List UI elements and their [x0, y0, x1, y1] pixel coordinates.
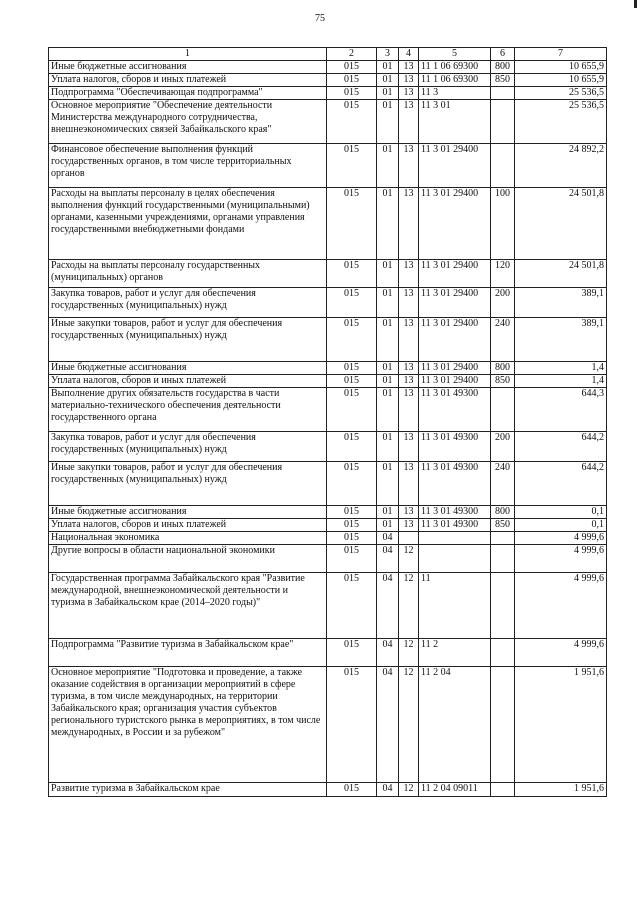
row-name: Расходы на выплаты персоналу в целях обеспечения выполнения функций государственными (муниципальными) органами, казенными учреждениями, органами управления государственными внебюджетными фондами — [49, 188, 327, 260]
row-csr-code: 11 3 01 49300 — [419, 432, 491, 462]
row-rz-code: 01 — [377, 519, 399, 532]
row-rz-code: 01 — [377, 388, 399, 432]
row-gr-code: 015 — [327, 318, 377, 362]
row-vr-code: 800 — [491, 61, 515, 74]
row-gr-code: 015 — [327, 532, 377, 545]
row-rz-code: 01 — [377, 260, 399, 288]
table-row — [49, 519, 607, 532]
row-name: Закупка товаров, работ и услуг для обеспечения государственных (муниципальных) нужд — [49, 288, 327, 318]
table-row — [49, 260, 607, 288]
table-row — [49, 532, 607, 545]
row-rz-code: 01 — [377, 87, 399, 100]
row-gr-code: 015 — [327, 573, 377, 639]
row-pr-code: 13 — [399, 61, 419, 74]
row-vr-code — [491, 667, 515, 783]
row-name: Расходы на выплаты персоналу государственных (муниципальных) органов — [49, 260, 327, 288]
row-rz-code: 01 — [377, 375, 399, 388]
row-csr-code: 11 3 01 29400 — [419, 375, 491, 388]
row-pr-code: 12 — [399, 545, 419, 573]
table-row — [49, 667, 607, 783]
row-vr-code — [491, 783, 515, 797]
row-rz-code: 04 — [377, 545, 399, 573]
row-gr-code: 015 — [327, 783, 377, 797]
table-row — [49, 545, 607, 573]
row-csr-code: 11 3 01 29400 — [419, 318, 491, 362]
row-rz-code: 01 — [377, 100, 399, 144]
row-vr-code — [491, 573, 515, 639]
row-rz-code: 04 — [377, 573, 399, 639]
row-sum: 1,4 — [515, 362, 607, 375]
page-number: 75 — [315, 13, 325, 24]
row-gr-code: 015 — [327, 388, 377, 432]
row-csr-code: 11 3 01 29400 — [419, 260, 491, 288]
row-name: Развитие туризма в Забайкальском крае — [49, 783, 327, 797]
row-sum: 25 536,5 — [515, 87, 607, 100]
row-vr-code: 800 — [491, 506, 515, 519]
row-csr-code: 11 2 04 09011 — [419, 783, 491, 797]
row-sum: 644,2 — [515, 432, 607, 462]
row-pr-code: 12 — [399, 783, 419, 797]
row-sum: 389,1 — [515, 318, 607, 362]
table-row — [49, 783, 607, 797]
row-name: Иные бюджетные ассигнования — [49, 61, 327, 74]
row-csr-code: 11 3 01 29400 — [419, 362, 491, 375]
row-gr-code: 015 — [327, 667, 377, 783]
row-csr-code — [419, 532, 491, 545]
row-rz-code: 04 — [377, 783, 399, 797]
row-sum: 1,4 — [515, 375, 607, 388]
row-sum: 4 999,6 — [515, 639, 607, 667]
row-vr-code: 850 — [491, 74, 515, 87]
row-gr-code: 015 — [327, 362, 377, 375]
row-vr-code — [491, 532, 515, 545]
row-rz-code: 01 — [377, 144, 399, 188]
row-vr-code — [491, 388, 515, 432]
page-edge-mark — [634, 0, 637, 8]
row-csr-code: 11 1 06 69300 — [419, 74, 491, 87]
row-sum: 4 999,6 — [515, 532, 607, 545]
table-row — [49, 144, 607, 188]
row-pr-code: 12 — [399, 639, 419, 667]
table-row — [49, 288, 607, 318]
header-col-7: 7 — [515, 48, 607, 61]
row-rz-code: 04 — [377, 639, 399, 667]
row-pr-code — [399, 532, 419, 545]
row-csr-code: 11 3 01 29400 — [419, 144, 491, 188]
row-sum: 10 655,9 — [515, 74, 607, 87]
row-gr-code: 015 — [327, 188, 377, 260]
table-row — [49, 506, 607, 519]
row-sum: 1 951,6 — [515, 783, 607, 797]
row-sum: 1 951,6 — [515, 667, 607, 783]
table-header-row — [49, 48, 607, 61]
row-vr-code — [491, 144, 515, 188]
table-row — [49, 74, 607, 87]
row-csr-code: 11 1 06 69300 — [419, 61, 491, 74]
row-sum: 25 536,5 — [515, 100, 607, 144]
row-name: Уплата налогов, сборов и иных платежей — [49, 375, 327, 388]
row-sum: 644,2 — [515, 462, 607, 506]
row-vr-code: 240 — [491, 462, 515, 506]
header-col-5: 5 — [419, 48, 491, 61]
row-name: Иные бюджетные ассигнования — [49, 506, 327, 519]
table-row — [49, 462, 607, 506]
row-name: Закупка товаров, работ и услуг для обеспечения государственных (муниципальных) нужд — [49, 432, 327, 462]
row-gr-code: 015 — [327, 87, 377, 100]
row-rz-code: 01 — [377, 462, 399, 506]
row-pr-code: 13 — [399, 100, 419, 144]
table-row — [49, 188, 607, 260]
row-vr-code — [491, 87, 515, 100]
row-pr-code: 13 — [399, 375, 419, 388]
row-sum: 644,3 — [515, 388, 607, 432]
row-vr-code: 120 — [491, 260, 515, 288]
row-vr-code: 850 — [491, 519, 515, 532]
row-sum: 389,1 — [515, 288, 607, 318]
row-vr-code: 200 — [491, 288, 515, 318]
row-pr-code: 13 — [399, 144, 419, 188]
row-gr-code: 015 — [327, 74, 377, 87]
row-name: Подпрограмма "Развитие туризма в Забайкальском крае" — [49, 639, 327, 667]
row-sum: 0,1 — [515, 506, 607, 519]
row-rz-code: 04 — [377, 667, 399, 783]
table-row — [49, 318, 607, 362]
header-col-3: 3 — [377, 48, 399, 61]
row-rz-code: 04 — [377, 532, 399, 545]
row-csr-code: 11 2 04 — [419, 667, 491, 783]
row-pr-code: 13 — [399, 462, 419, 506]
row-pr-code: 13 — [399, 87, 419, 100]
row-gr-code: 015 — [327, 639, 377, 667]
table-row — [49, 388, 607, 432]
row-pr-code: 13 — [399, 519, 419, 532]
row-rz-code: 01 — [377, 506, 399, 519]
row-pr-code: 13 — [399, 74, 419, 87]
row-vr-code: 100 — [491, 188, 515, 260]
row-csr-code: 11 3 01 29400 — [419, 288, 491, 318]
table-row — [49, 100, 607, 144]
header-col-4: 4 — [399, 48, 419, 61]
row-gr-code: 015 — [327, 288, 377, 318]
row-rz-code: 01 — [377, 432, 399, 462]
row-csr-code: 11 3 01 — [419, 100, 491, 144]
row-gr-code: 015 — [327, 506, 377, 519]
row-sum: 10 655,9 — [515, 61, 607, 74]
row-csr-code: 11 3 01 49300 — [419, 462, 491, 506]
row-gr-code: 015 — [327, 260, 377, 288]
row-name: Другие вопросы в области национальной экономики — [49, 545, 327, 573]
header-col-1: 1 — [49, 48, 327, 61]
row-name: Выполнение других обязательств государства в части материально-технического обеспечения деятельности государственного органа — [49, 388, 327, 432]
row-name: Иные закупки товаров, работ и услуг для обеспечения государственных (муниципальных) нужд — [49, 318, 327, 362]
row-name: Государственная программа Забайкальского края "Развитие международной, внешнеэкономической деятельности и туризма в Забайкальском крае (2014–2020 годы)" — [49, 573, 327, 639]
row-csr-code: 11 3 01 49300 — [419, 519, 491, 532]
row-csr-code: 11 3 01 49300 — [419, 506, 491, 519]
row-gr-code: 015 — [327, 519, 377, 532]
row-name: Основное мероприятие "Обеспечение деятельности Министерства международного сотрудничества, внешнеэкономических связей Забайкальского края" — [49, 100, 327, 144]
row-name: Подпрограмма "Обеспечивающая подпрограмма" — [49, 87, 327, 100]
row-pr-code: 12 — [399, 573, 419, 639]
row-pr-code: 13 — [399, 260, 419, 288]
row-sum: 24 892,2 — [515, 144, 607, 188]
row-gr-code: 015 — [327, 375, 377, 388]
row-name: Иные бюджетные ассигнования — [49, 362, 327, 375]
row-vr-code — [491, 545, 515, 573]
table-row — [49, 573, 607, 639]
row-sum: 24 501,8 — [515, 260, 607, 288]
row-rz-code: 01 — [377, 318, 399, 362]
table-row — [49, 639, 607, 667]
row-pr-code: 12 — [399, 667, 419, 783]
row-pr-code: 13 — [399, 362, 419, 375]
table-body — [49, 61, 607, 797]
row-gr-code: 015 — [327, 61, 377, 74]
row-sum: 0,1 — [515, 519, 607, 532]
row-pr-code: 13 — [399, 388, 419, 432]
row-csr-code: 11 3 01 29400 — [419, 188, 491, 260]
row-vr-code — [491, 639, 515, 667]
row-sum: 24 501,8 — [515, 188, 607, 260]
row-sum: 4 999,6 — [515, 545, 607, 573]
row-vr-code: 240 — [491, 318, 515, 362]
table-row — [49, 362, 607, 375]
row-name: Национальная экономика — [49, 532, 327, 545]
row-csr-code: 11 — [419, 573, 491, 639]
row-name: Уплата налогов, сборов и иных платежей — [49, 519, 327, 532]
row-name: Финансовое обеспечение выполнения функций государственных органов, в том числе территориальных органов — [49, 144, 327, 188]
table-row — [49, 375, 607, 388]
row-vr-code: 800 — [491, 362, 515, 375]
row-gr-code: 015 — [327, 100, 377, 144]
row-csr-code — [419, 545, 491, 573]
row-rz-code: 01 — [377, 188, 399, 260]
table-row — [49, 432, 607, 462]
row-vr-code — [491, 100, 515, 144]
row-gr-code: 015 — [327, 545, 377, 573]
budget-table — [48, 47, 607, 797]
table-row — [49, 61, 607, 74]
header-col-6: 6 — [491, 48, 515, 61]
row-rz-code: 01 — [377, 288, 399, 318]
row-csr-code: 11 3 01 49300 — [419, 388, 491, 432]
row-pr-code: 13 — [399, 506, 419, 519]
row-rz-code: 01 — [377, 74, 399, 87]
row-csr-code: 11 3 — [419, 87, 491, 100]
row-name: Иные закупки товаров, работ и услуг для обеспечения государственных (муниципальных) нужд — [49, 462, 327, 506]
row-csr-code: 11 2 — [419, 639, 491, 667]
row-sum: 4 999,6 — [515, 573, 607, 639]
header-col-2: 2 — [327, 48, 377, 61]
row-gr-code: 015 — [327, 432, 377, 462]
row-pr-code: 13 — [399, 288, 419, 318]
row-gr-code: 015 — [327, 462, 377, 506]
row-rz-code: 01 — [377, 61, 399, 74]
row-name: Основное мероприятие "Подготовка и проведение, а также оказание содействия в организации мероприятий в сфере туризма, в том числе международных, на территории Забайкальского края; организация участия субъектов регионального туристского рынка в мероприятиях, в том числе международных, в России и за рубежом" — [49, 667, 327, 783]
row-rz-code: 01 — [377, 362, 399, 375]
row-name: Уплата налогов, сборов и иных платежей — [49, 74, 327, 87]
row-pr-code: 13 — [399, 188, 419, 260]
row-vr-code: 200 — [491, 432, 515, 462]
row-gr-code: 015 — [327, 144, 377, 188]
row-vr-code: 850 — [491, 375, 515, 388]
table-row — [49, 87, 607, 100]
row-pr-code: 13 — [399, 318, 419, 362]
row-pr-code: 13 — [399, 432, 419, 462]
